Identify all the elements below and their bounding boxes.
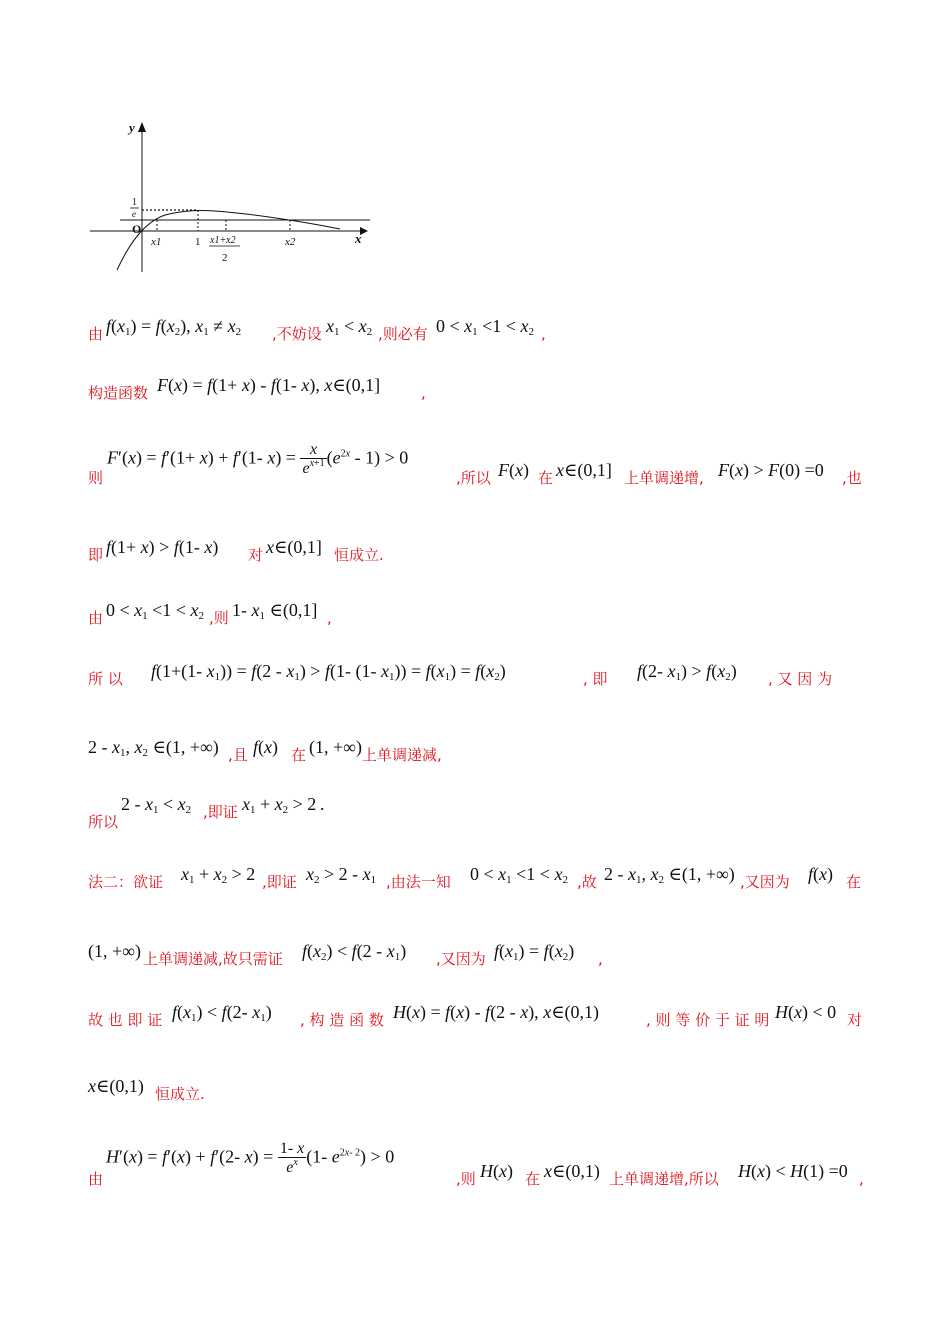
formula: $0 < x_1 <1 < x_2$: [470, 864, 568, 886]
formula: $0 < x_1 <1 < x_2$: [106, 600, 204, 622]
l5-t2: ,则: [209, 609, 229, 627]
l2-t2: ,: [421, 384, 426, 402]
mid-den-label: 2: [222, 252, 228, 264]
l2-t1: 构造函数: [88, 384, 149, 402]
formula: H(x) < 0: [775, 1002, 837, 1022]
l3-t3: 在: [538, 469, 554, 487]
l3-t5: ,也: [842, 469, 862, 487]
formula: $x_1 + x_2 > 2$: [242, 794, 317, 816]
formula: x∈(0,1]: [556, 460, 612, 480]
l1-t4: ,: [541, 325, 546, 343]
l13-t4: 上单调递增,所以: [609, 1170, 719, 1188]
formula: $f(x_1) < f(2-$ $x_1$): [172, 1002, 272, 1024]
formula: x∈(0,1): [544, 1161, 600, 1181]
formula: $f(x_1) = f(x_2)$, $x_1 \ne x_2$: [106, 316, 242, 338]
formula: (1, +∞): [88, 941, 141, 961]
l6-t3: , 又 因 为: [768, 670, 833, 688]
formula: H(x) < H(1) =0: [738, 1161, 848, 1181]
l10-t3: ,: [598, 950, 603, 968]
l6-t1: 所 以: [88, 670, 123, 688]
formula: $f(x_1) = f(x_2)$: [494, 941, 575, 963]
formula: $x_1 < x_2$: [326, 316, 373, 338]
l7-t3: 上单调递减,: [362, 746, 442, 764]
formula: x∈(0,1]: [266, 537, 322, 557]
l5-t1: 由: [88, 609, 104, 627]
l10-t2: ,又因为: [436, 950, 486, 968]
y-axis-label: y: [129, 120, 135, 135]
l9-t3: ,由法一知: [386, 873, 451, 891]
formula: H′(x) = f′(x) + f′(2- x) = $\frac{1- x}{e^x}$ (1- $e^{2x- 2}) > 0$: [106, 1140, 395, 1176]
x1-label: x1: [151, 236, 162, 248]
y-axis-arrow: [138, 122, 146, 132]
formula: $x_2 > 2 - x_1$: [306, 864, 377, 886]
l4-t2: 对: [248, 546, 264, 564]
formula: $2 - x_1 < x_2$: [121, 794, 192, 816]
formula: F(x) > F(0) =0: [718, 460, 824, 480]
function-graph: [85, 112, 375, 274]
formula: f(2- $x_1) > f(x_2)$: [637, 661, 737, 683]
l9-t5: ,又因为: [740, 873, 790, 891]
formula: $2 - x_1$, $x_2$ ∈(1, +∞): [88, 737, 219, 759]
l4-t1: 即: [88, 546, 104, 564]
l9-t6: 在: [846, 873, 862, 891]
l8-t1: 所以: [88, 813, 119, 831]
l13-t2: ,则: [456, 1170, 476, 1188]
value-label-bottom: e: [132, 209, 136, 219]
l7-t2: 在: [291, 746, 307, 764]
l13-t3: 在: [525, 1170, 541, 1188]
one-label: 1: [195, 236, 201, 248]
formula: F′(x) = f′(1+ x) + f′(1- x) = $\frac{x}{e^{x+1}}$ $(e^{2x} - 1) > 0$: [107, 441, 409, 477]
value-label-top: 1: [132, 197, 137, 208]
l9-t1: 法二：欲证: [88, 873, 164, 891]
l3-t1: 则: [88, 469, 104, 487]
l4-t3: 恒成立.: [334, 546, 384, 564]
l8-t3: .: [320, 794, 325, 814]
l1-t3: ,则必有: [378, 325, 428, 343]
formula: x∈(0,1): [88, 1076, 144, 1096]
x2-label: x2: [285, 236, 296, 248]
l9-t2: ,即证: [262, 873, 297, 891]
l11-t3: , 则 等 价 于 证 明: [646, 1011, 770, 1029]
mid-num-label: x1+x2: [210, 235, 236, 246]
formula: f(1+ x) > f(1- x): [106, 537, 219, 557]
origin-label: O: [132, 222, 142, 236]
l12-t1: 恒成立.: [155, 1085, 205, 1103]
l1-t2: ,不妨设: [272, 325, 322, 343]
l11-t4: 对: [847, 1011, 863, 1029]
l13-t1: 由: [88, 1170, 104, 1188]
formula: F(x) = f(1+ x) - f(1- x), x∈(0,1]: [157, 375, 381, 395]
formula: f(x): [808, 864, 834, 884]
formula: $f(x_2) < f(2 - x_1)$: [302, 941, 407, 963]
x-axis-label: x: [355, 231, 362, 246]
formula: f(x): [253, 737, 279, 757]
l3-t4: 上单调递增,: [624, 469, 704, 487]
l3-t2: ,所以: [456, 469, 491, 487]
l8-t2: ,即证: [203, 803, 238, 821]
l5-t3: ,: [327, 609, 332, 627]
formula: (1, +∞): [309, 737, 362, 757]
formula: $2 - x_1$, $x_2$ ∈(1, +∞): [604, 864, 735, 886]
formula: 1- $x_1$ ∈(0,1]: [232, 600, 318, 622]
l9-t4: ,故: [577, 873, 597, 891]
formula: f(1+(1- $x_1)) = f(2 - x_1) > f(1-$ (1- $x_1)) = f(x_1) = f(x_2)$: [151, 661, 506, 683]
l13-t5: ,: [859, 1170, 864, 1188]
l11-t1: 故 也 即 证: [88, 1011, 163, 1029]
l11-t2: , 构 造 函 数: [300, 1011, 384, 1029]
formula: $x_1 + x_2 > 2$: [181, 864, 256, 886]
l6-t2: , 即: [583, 670, 608, 688]
formula: H(x): [480, 1161, 513, 1181]
formula: $0 < x_1 <1 < x_2$: [436, 316, 534, 338]
l10-t1: 上单调递减,故只需证: [143, 950, 283, 968]
formula: F(x): [498, 460, 529, 480]
formula: H(x) = f(x) - f(2 - x), x∈(0,1): [393, 1002, 599, 1022]
l1-t1: 由: [88, 325, 104, 343]
l7-t1: ,且: [228, 746, 248, 764]
